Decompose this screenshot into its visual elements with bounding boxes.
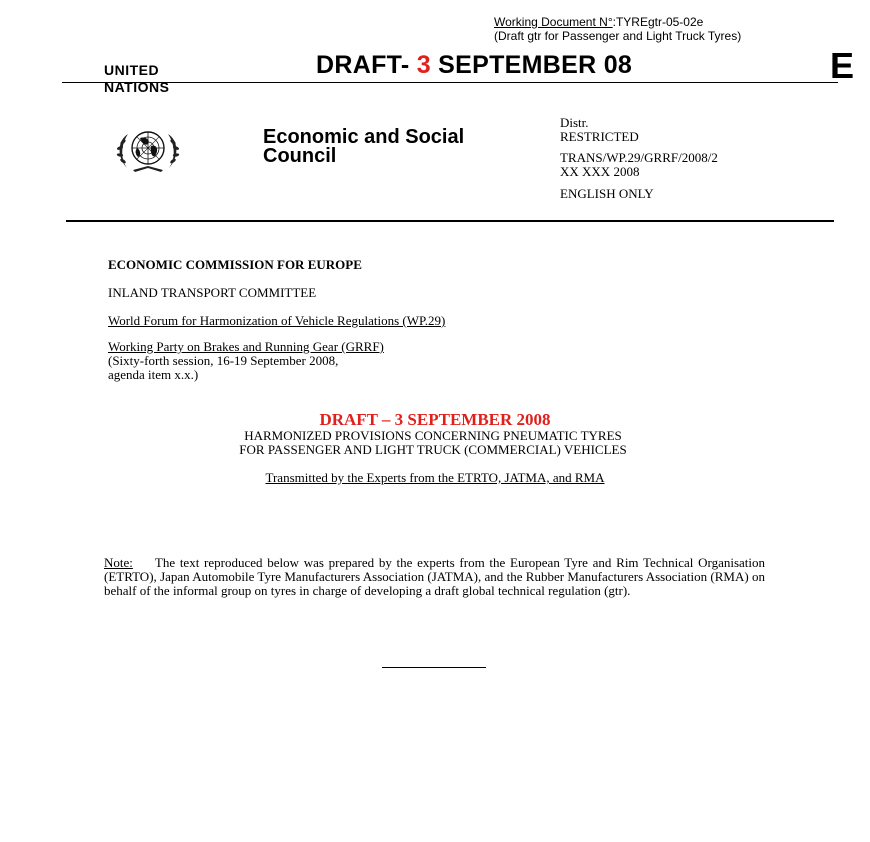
closing-rule <box>382 667 486 668</box>
note-paragraph <box>104 556 765 598</box>
restriction-label: RESTRICTED <box>560 129 639 144</box>
draft-header-suffix: SEPTEMBER 08 <box>430 51 633 79</box>
commission-heading: ECONOMIC COMMISSION FOR EUROPE <box>108 257 362 272</box>
working-party-block <box>108 340 384 382</box>
organization-line-2: NATIONS <box>104 79 170 95</box>
agenda-line: agenda item x.x.) <box>108 367 199 382</box>
document-date: XX XXX 2008 <box>560 164 640 179</box>
document-symbol: TRANS/WP.29/GRRF/2008/2 <box>560 150 718 165</box>
committee-heading: INLAND TRANSPORT COMMITTEE <box>108 285 317 300</box>
organization-line-1: UNITED <box>104 62 160 78</box>
council-title-line-2: Council <box>263 145 337 167</box>
organization-label <box>104 62 169 96</box>
council-title-line-1: Economic and Social <box>263 126 465 148</box>
document-title <box>0 429 866 457</box>
document-language: ENGLISH ONLY <box>560 186 654 201</box>
transmitted-by <box>0 471 870 485</box>
distribution-label: Distr. <box>560 115 589 130</box>
working-document-label: Working Document N° <box>494 15 613 29</box>
document-title-line-2: FOR PASSENGER AND LIGHT TRUCK (COMMERCIAL) VEHICLES <box>239 442 627 457</box>
distribution-block <box>560 116 718 201</box>
draft-header-prefix: DRAFT- <box>316 51 417 79</box>
header-divider <box>62 82 838 83</box>
section-divider <box>66 220 834 222</box>
draft-header <box>316 51 632 80</box>
note-text: The text reproduced below was prepared by the experts from the European Tyre and Rim Technical Organisation (ETRTO), Japan Automobile Tyre Manufacturers Association (JATMA), and the Rubber Manufacturers Association (RMA) on behalf of the informal group on tyres in charge of developing a draft global technical regulation (gtr). <box>104 555 765 598</box>
document-title-line-1: HARMONIZED PROVISIONS CONCERNING PNEUMATIC TYRES <box>244 428 622 443</box>
un-emblem-icon <box>107 126 189 174</box>
draft-header-day: 3 <box>416 51 431 79</box>
council-title <box>263 128 464 166</box>
world-forum-heading: World Forum for Harmonization of Vehicle Regulations (WP.29) <box>108 313 446 328</box>
working-document-id: :TYREgtr-05-02e <box>612 15 704 29</box>
working-document-reference <box>494 15 741 43</box>
draft-title: DRAFT – 3 SEPTEMBER 2008 <box>319 410 551 429</box>
working-document-description: (Draft gtr for Passenger and Light Truck Tyres) <box>494 29 742 43</box>
working-party-heading: Working Party on Brakes and Running Gear (GRRF) <box>108 339 384 354</box>
note-label: Note: <box>104 555 133 570</box>
session-line: (Sixty-forth session, 16-19 September 2008, <box>108 353 339 368</box>
language-letter: E <box>830 45 855 86</box>
transmitted-by-text: Transmitted by the Experts from the ETRTO, JATMA, and RMA <box>265 470 605 485</box>
